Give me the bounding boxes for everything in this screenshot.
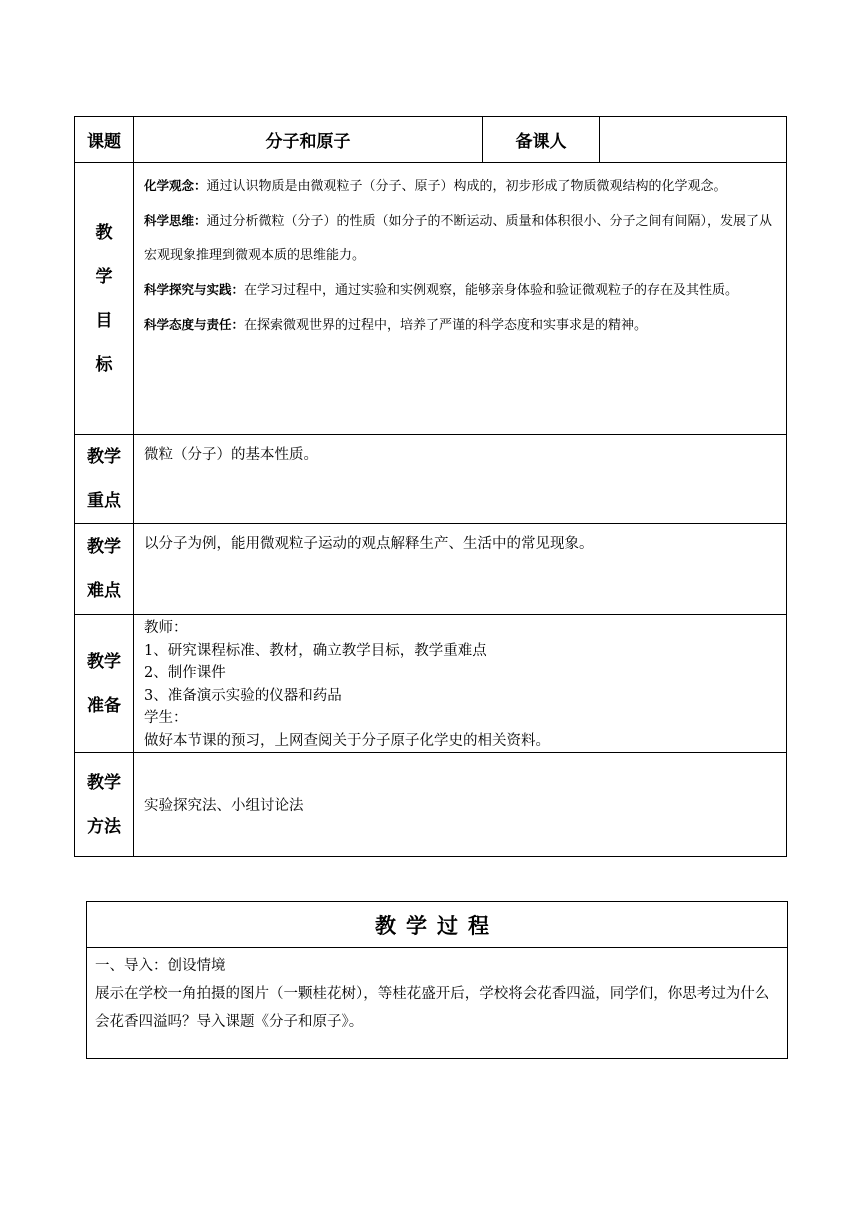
difficulties-content: 以分子为例，能用微观粒子运动的观点解释生产、生活中的常见现象。 [134, 524, 787, 615]
prep-line: 1、研究课程标准、教材，确立教学目标，教学重难点 [144, 642, 487, 659]
preparation-row [75, 615, 787, 753]
goal-text: 在探索微观世界的过程中，培养了严谨的科学态度和实事求是的精神。 [244, 318, 648, 333]
label-line: 难点 [87, 581, 121, 601]
goal-title: 科学态度与责任： [144, 317, 245, 332]
label-line: 教学 [87, 651, 121, 672]
goals-row [75, 163, 787, 435]
goals-label-char: 学 [95, 266, 113, 287]
goal-item [144, 308, 782, 343]
method-row [75, 753, 787, 857]
goals-content [134, 163, 787, 435]
process-paragraph: 展示在学校一角拍摄的图片（一颗桂花树），等桂花盛开后，学校将会花香四溢，同学们，你思考过为什么会花香四溢吗？导入课题《分子和原子》。 [95, 986, 770, 1030]
method-content: 实验探究法、小组讨论法 [134, 753, 787, 857]
goals-label-char: 教 [95, 222, 113, 243]
label-line: 重点 [87, 491, 121, 511]
prep-line: 教师： [144, 620, 188, 636]
process-title: 教学过程 [87, 902, 788, 948]
process-body-row [87, 948, 788, 1059]
label-line: 教学 [87, 772, 121, 793]
label-line: 教学 [87, 447, 121, 467]
preparer-value [600, 117, 787, 163]
key-points-row [75, 435, 787, 524]
goal-item [144, 204, 782, 273]
key-points-content: 微粒（分子）的基本性质。 [134, 435, 787, 524]
goal-text: 在学习过程中，通过实验和实例观察，能够亲身体验和验证微观粒子的存在及其性质。 [244, 283, 739, 298]
goals-label-char: 标 [95, 354, 113, 375]
topic-value: 分子和原子 [134, 117, 483, 163]
label-line: 教学 [87, 537, 121, 557]
goal-item [144, 273, 782, 308]
method-label [75, 753, 134, 857]
goal-title: 化学观念： [144, 178, 207, 193]
process-heading: 一、导入：创设情境 [95, 958, 226, 974]
goal-text: 通过认识物质是由微观粒子（分子、原子）构成的，初步形成了物质微观结构的化学观念。 [206, 179, 727, 194]
goal-title: 科学思维： [144, 213, 207, 228]
difficulties-row [75, 524, 787, 615]
lesson-plan-table [74, 116, 787, 857]
goals-label-char: 目 [95, 310, 113, 331]
key-points-label [75, 435, 134, 524]
preparation-label [75, 615, 134, 753]
goal-text: 通过分析微粒（分子）的性质（如分子的不断运动、质量和体积很小、分子之间有间隔），发展了从宏观现象推理到微观本质的思维能力。 [144, 214, 773, 263]
prep-line: 做好本节课的预习，上网查阅关于分子原子化学史的相关资料。 [144, 732, 550, 749]
difficulties-label [75, 524, 134, 615]
preparer-label: 备课人 [483, 117, 600, 163]
preparation-content [134, 615, 787, 753]
topic-label: 课题 [75, 117, 134, 163]
goals-label [75, 163, 134, 435]
teaching-process-table [86, 901, 788, 1059]
goal-title: 科学探究与实践： [144, 282, 245, 297]
label-line: 方法 [87, 816, 121, 837]
goal-item [144, 169, 782, 204]
prep-line: 2、制作课件 [144, 665, 226, 681]
header-row [75, 117, 787, 163]
process-body [87, 948, 788, 1059]
process-title-row [87, 902, 788, 948]
prep-line: 学生： [144, 710, 188, 726]
prep-line: 3、准备演示实验的仪器和药品 [144, 687, 342, 704]
label-line: 准备 [87, 695, 121, 716]
